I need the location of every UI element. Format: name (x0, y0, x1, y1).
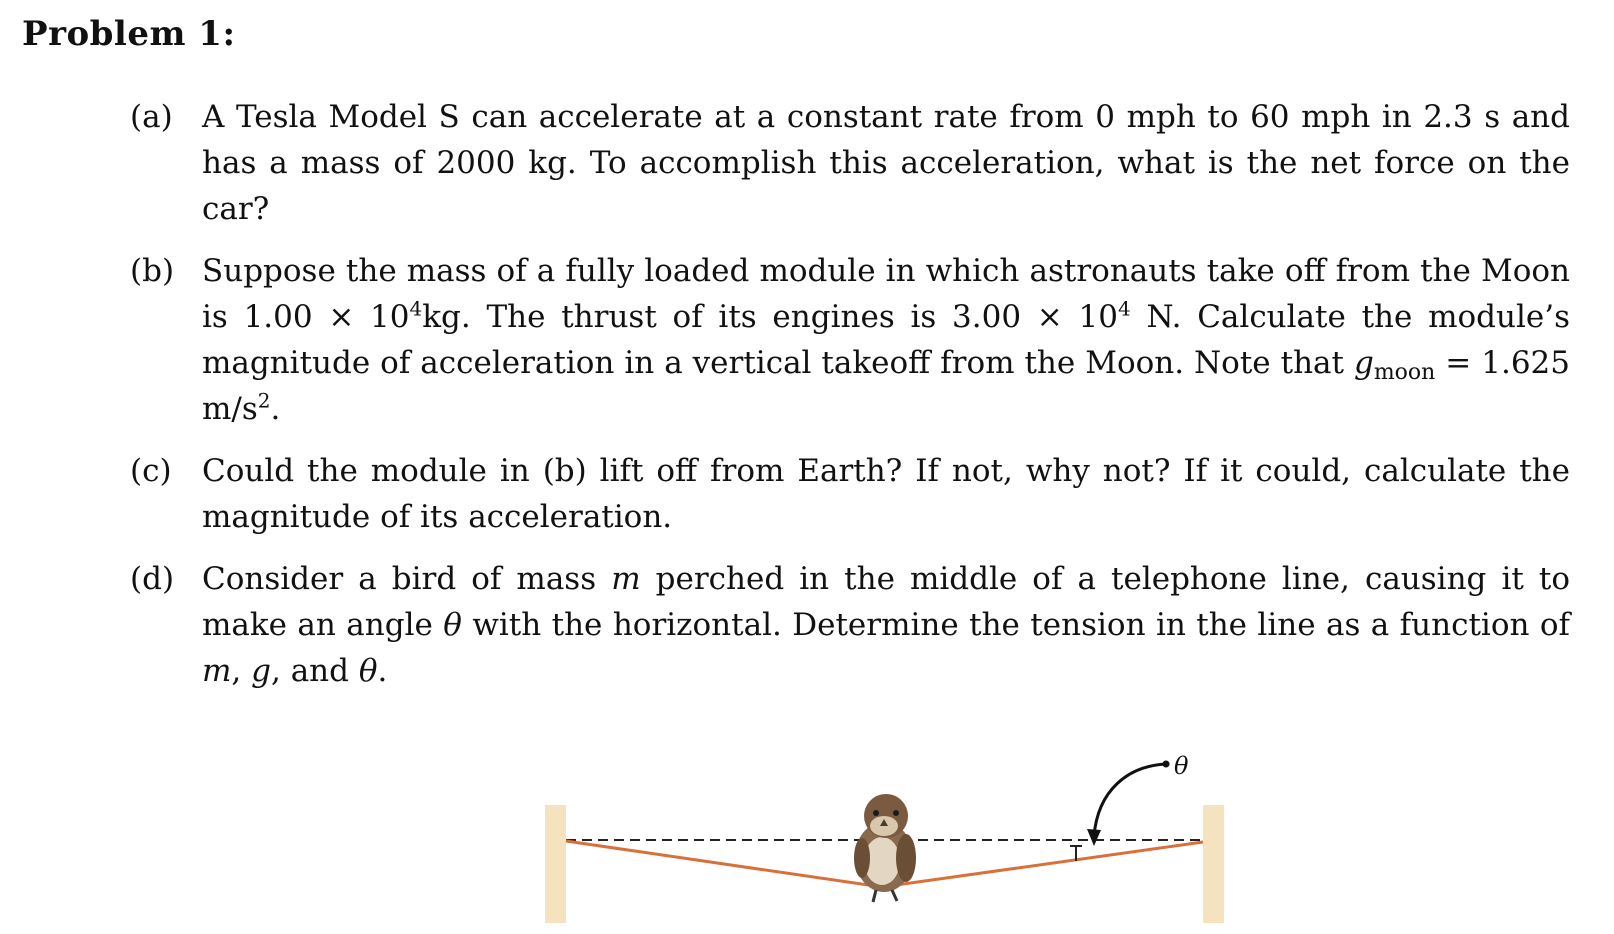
part-d-text: Consider a bird of mass m perched in the middle of a telephone line, causing it to make an angle θ with the horizontal. Determine the tension in the line as a function of m, g, and θ. (202, 561, 1570, 689)
part-c-text: Could the module in (b) lift off from Earth? If not, why not? If it could, calculate the magnitude of its acceleration. (202, 453, 1570, 535)
bird (854, 794, 916, 902)
part-a-label: (a) (130, 99, 173, 135)
part-d-label: (d) (130, 561, 175, 597)
part-b-label: (b) (130, 253, 175, 289)
angle-arrowhead (1087, 829, 1101, 846)
problem-title: Problem 1: (22, 14, 236, 54)
right-pole (1203, 805, 1224, 923)
part-c-label: (c) (130, 453, 172, 489)
angle-arrow (1094, 764, 1166, 836)
left-pole (545, 805, 566, 923)
angle-label: θ (1174, 752, 1189, 780)
part-b-text: Suppose the mass of a fully loaded module in which astronauts take off from the Moon is $1.00 \times 10^4kg$. The thrust of its engines is $3.00 \times 10^4$ N. Calculate the module’s magnitude of acceleration in a vertical takeoff from the Moon. Note that $g_{moon} = 1.625$ $m/s^2$. (202, 253, 1570, 427)
part-a-text: A Tesla Model S can accelerate at a constant rate from 0 mph to 60 mph in 2.3 s and has a mass of 2000 kg. To accomplish this acceleration, what is the net force on the car? (202, 99, 1570, 227)
